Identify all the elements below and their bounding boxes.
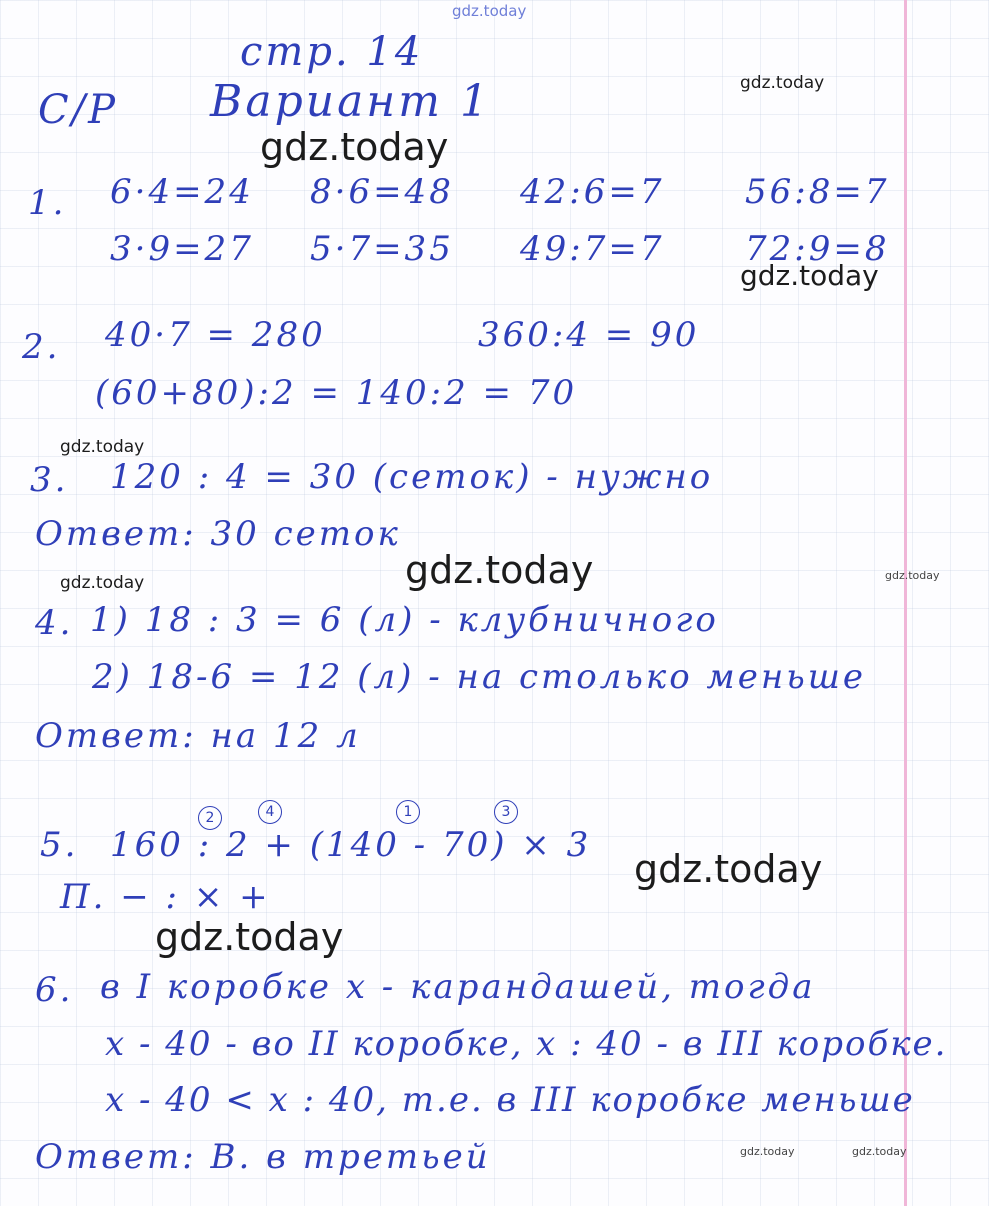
order-marker: 4 (258, 800, 282, 824)
watermark: gdz.today (885, 569, 940, 582)
task-3-answer: Ответ: 30 сеток (35, 514, 401, 554)
task-6-line-2: х - 40 - во II коробке, х : 40 - в III коробке. (105, 1024, 948, 1064)
task-1-expr: 3·9=27 (110, 229, 254, 269)
watermark: gdz.today (740, 73, 825, 93)
task-5-operations: П. − : × + (60, 877, 271, 917)
task-6-line-3: х - 40 < х : 40, т.е. в III коробке меньше (105, 1080, 915, 1120)
watermark: gdz.today (60, 437, 145, 457)
task-2-line-1a: 40·7 = 280 (105, 315, 326, 355)
task-1-expr: 5·7=35 (310, 229, 454, 269)
task-4-number: 4. (35, 603, 74, 643)
task-1-number: 1. (28, 183, 67, 223)
task-1-expr: 8·6=48 (310, 172, 454, 212)
task-1-expr: 42:6=7 (520, 172, 665, 212)
task-2-line-1b: 360:4 = 90 (478, 315, 700, 355)
work-type-label: С/Р (38, 87, 118, 133)
task-6-number: 6. (35, 970, 74, 1010)
task-6-answer: Ответ: В. в третьей (35, 1137, 491, 1177)
watermark: gdz.today (740, 259, 879, 292)
order-marker: 1 (396, 800, 420, 824)
watermark: gdz.today (405, 548, 594, 592)
task-1-expr: 6·4=24 (110, 172, 254, 212)
order-marker: 2 (198, 806, 222, 830)
watermark: gdz.today (155, 915, 344, 959)
page-reference: стр. 14 (240, 29, 424, 75)
task-4-line-1: 1) 18 : 3 = 6 (л) - клубничного (90, 600, 719, 640)
task-2-line-2: (60+80):2 = 140:2 = 70 (95, 373, 578, 413)
variant-title: Вариант 1 (210, 76, 491, 127)
task-2-number: 2. (22, 327, 61, 367)
watermark-top: gdz.today (452, 2, 527, 20)
task-6-line-1: в I коробке х - карандашей, тогда (100, 967, 816, 1007)
task-1-expr: 49:7=7 (520, 229, 665, 269)
task-5-expression: 160 : 2 + (140 - 70) × 3 (110, 825, 592, 865)
watermark: gdz.today (852, 1145, 907, 1158)
task-3-line-1: 120 : 4 = 30 (сеток) - нужно (110, 457, 714, 497)
watermark: gdz.today (60, 573, 145, 593)
task-5-number: 5. (40, 825, 79, 865)
watermark: gdz.today (260, 125, 449, 169)
task-4-answer: Ответ: на 12 л (35, 716, 361, 756)
task-4-line-2: 2) 18-6 = 12 (л) - на столько меньше (92, 657, 867, 697)
task-3-number: 3. (30, 460, 69, 500)
task-1-expr: 72:9=8 (745, 229, 890, 269)
watermark: gdz.today (634, 847, 823, 891)
order-marker: 3 (494, 800, 518, 824)
task-1-expr: 56:8=7 (745, 172, 890, 212)
watermark: gdz.today (740, 1145, 795, 1158)
